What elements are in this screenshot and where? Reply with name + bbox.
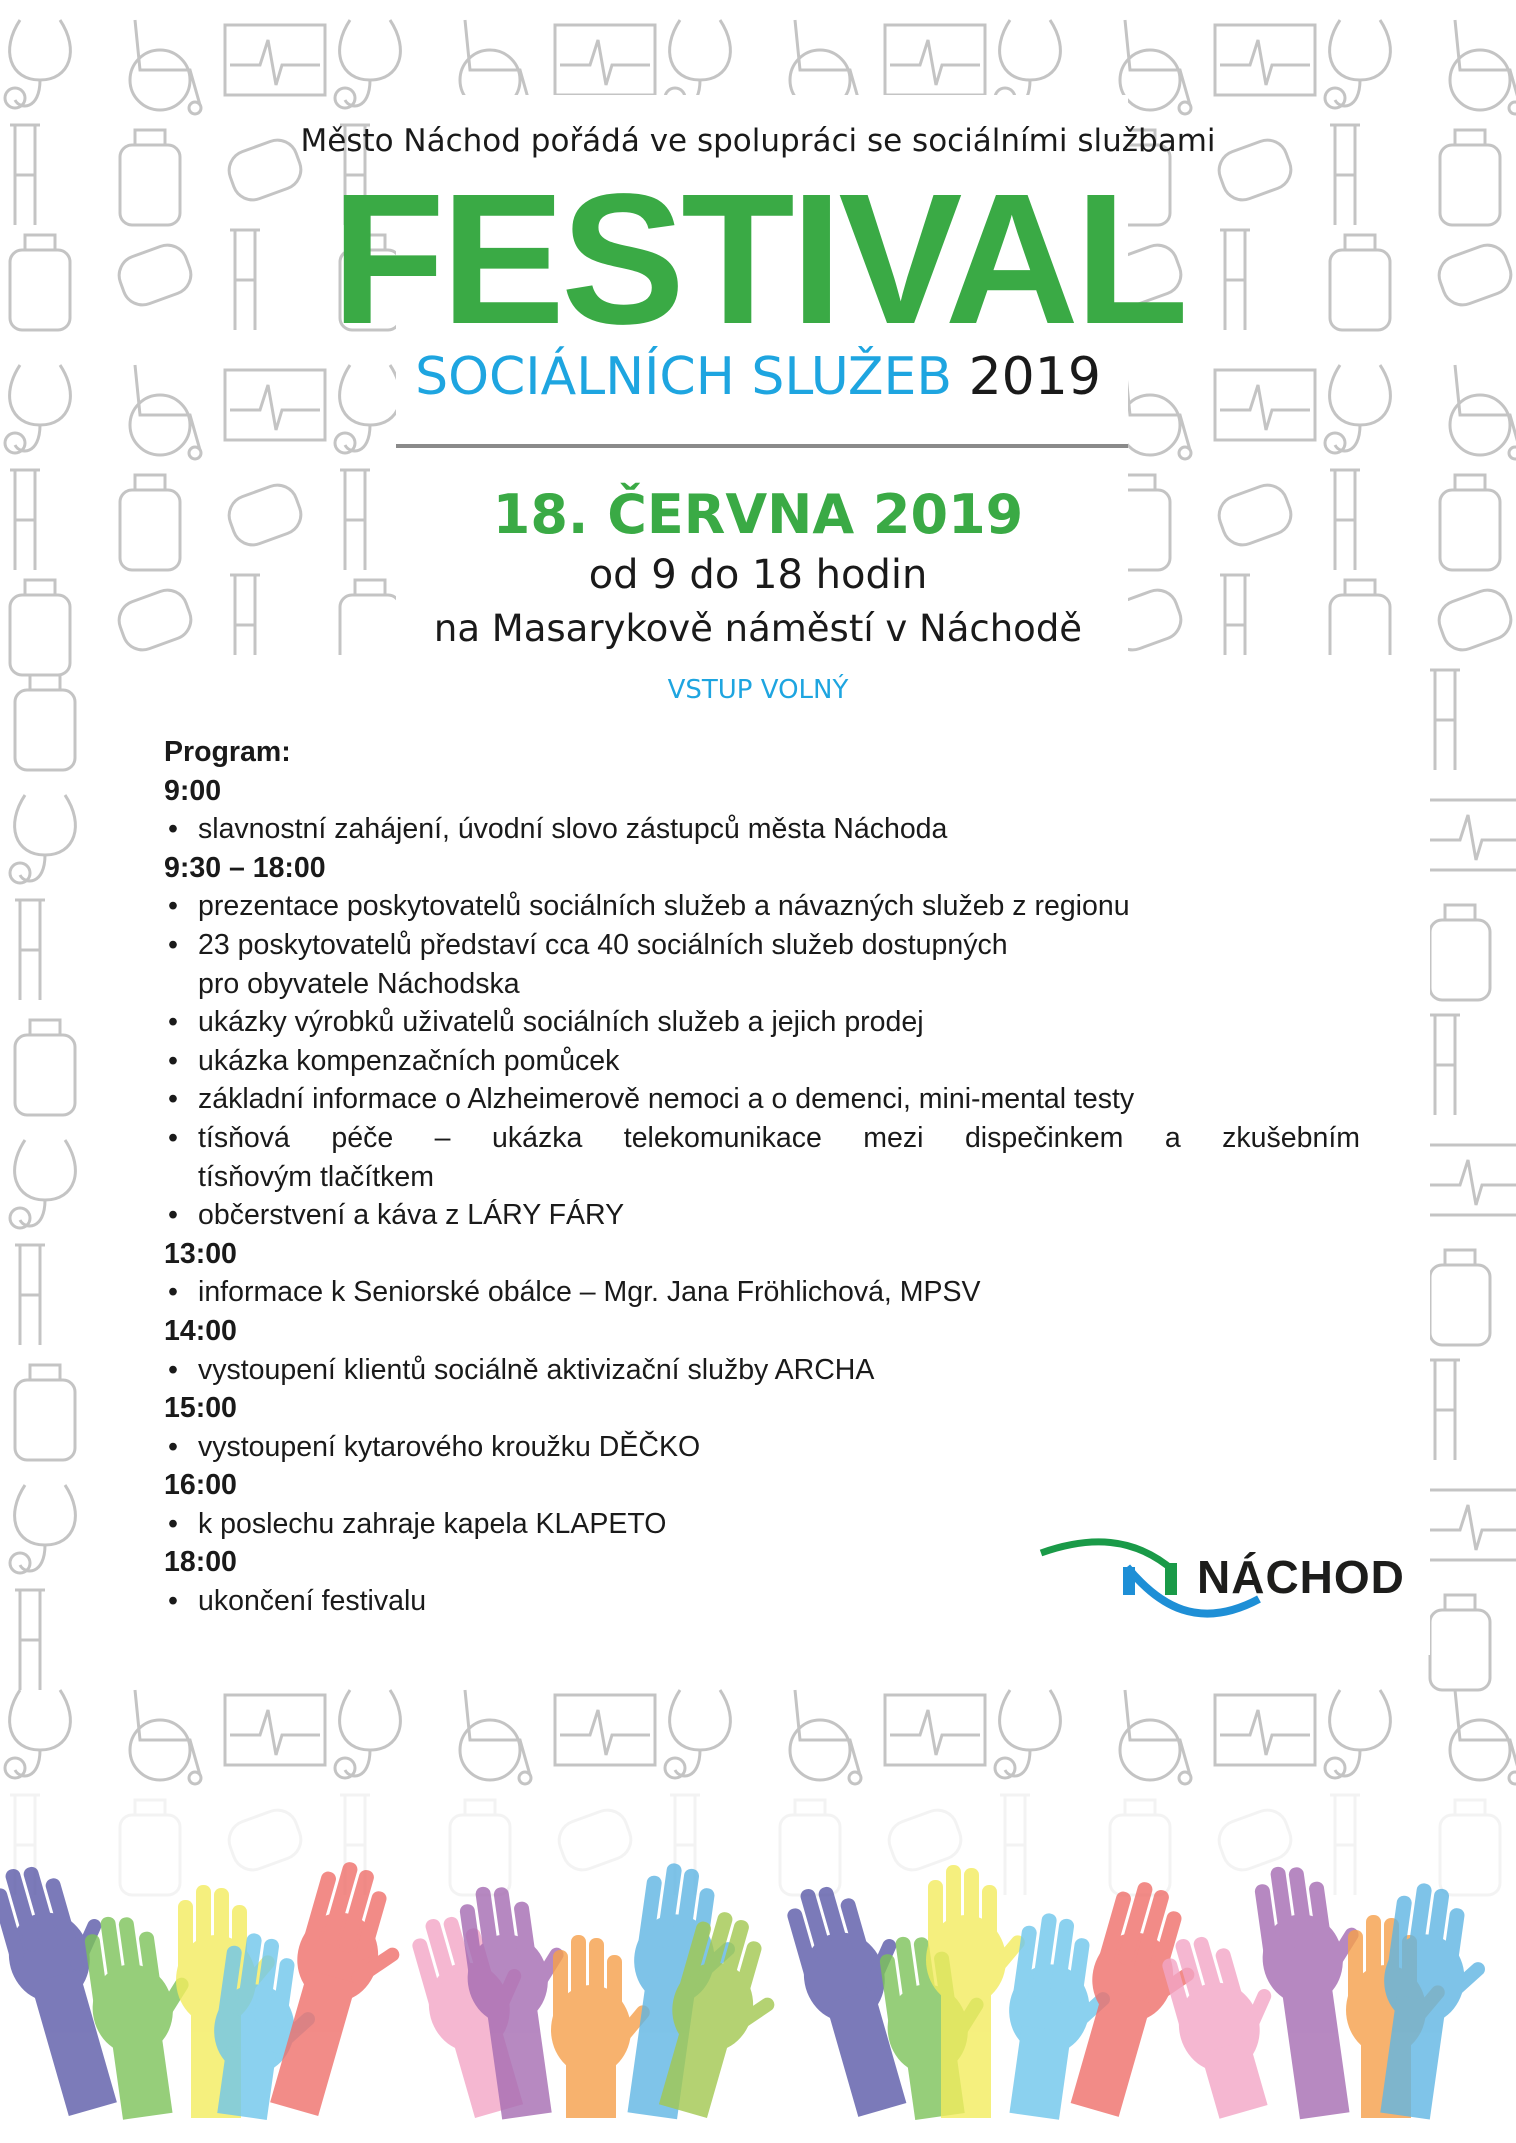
program-item-continuation [164, 1158, 1360, 1197]
colorful-raised-hands-illustration [0, 1860, 1516, 2143]
program-item [164, 1428, 1360, 1467]
program-item-text: ukázky výrobků uživatelů sociálních služeb a jejich prodej [198, 1006, 924, 1039]
program-list [164, 733, 1360, 1621]
stethoscope-icon [335, 1690, 400, 1778]
program-item [164, 810, 1360, 849]
entry-note: VSTUP VOLNÝ [667, 675, 849, 705]
festival-title: FESTIVAL [331, 156, 1185, 363]
bottle-icon [1430, 905, 1490, 1000]
stethoscope-icon [1325, 1690, 1390, 1778]
program-item [164, 1080, 1360, 1119]
stethoscope-icon [10, 1140, 75, 1228]
program-item [164, 1119, 1360, 1158]
divider [396, 444, 1128, 448]
program-item [164, 1196, 1360, 1235]
bullet-icon: • [168, 1006, 178, 1039]
wheelchair-icon [130, 1690, 201, 1784]
intro-text: Město Náchod pořádá ve spolupráci se sociálními službami [300, 123, 1216, 159]
program-item-text: k poslechu zahraje kapela KLAPETO [198, 1507, 667, 1540]
ecg-icon [1215, 1695, 1315, 1765]
bullet-icon: • [168, 813, 178, 846]
program-time: 16:00 [164, 1469, 237, 1502]
raised-hand-icon [926, 1865, 1028, 2118]
program-time: 9:00 [164, 774, 222, 807]
program-item-text: ukázka kompenzačních pomůcek [198, 1044, 620, 1077]
bottle-icon [15, 1365, 75, 1460]
stethoscope-icon [5, 20, 70, 108]
subtitle-year: 2019 [968, 347, 1101, 407]
crutch-icon [15, 1245, 45, 1345]
bullet-icon: • [168, 890, 178, 923]
wheelchair-icon [1450, 1690, 1516, 1784]
stethoscope-icon [995, 1690, 1060, 1778]
wheelchair-icon [460, 1690, 531, 1784]
bullet-icon: • [168, 1507, 178, 1540]
program-item-text: ukončení festivalu [198, 1585, 427, 1618]
program-item-text: 23 poskytovatelů představí cca 40 sociálních služeb dostupných [198, 928, 1008, 961]
event-hours: od 9 do 18 hodin [588, 552, 928, 598]
program-item [164, 1273, 1360, 1312]
program-item-text: informace k Seniorské obálce – Mgr. Jana Fröhlichová, MPSV [198, 1276, 981, 1309]
wheelchair-icon [1120, 20, 1191, 114]
bullet-icon: • [168, 1353, 178, 1386]
program-item [164, 926, 1360, 965]
program-item [164, 887, 1360, 926]
bullet-icon: • [168, 1083, 178, 1116]
program-item-continuation [164, 965, 1360, 1004]
ecg-icon [885, 1695, 985, 1765]
bullet-icon: • [168, 1585, 178, 1618]
program-item-text: základní informace o Alzheimerově nemoci a o demenci, mini-mental testy [198, 1083, 1135, 1116]
program-item [164, 1003, 1360, 1042]
program-item [164, 1042, 1360, 1081]
crutch-icon [15, 900, 45, 1000]
program-item-text: občerstvení a káva z LÁRY FÁRY [198, 1199, 625, 1232]
bullet-icon: • [168, 1199, 178, 1232]
ecg-icon [555, 25, 655, 95]
event-place: na Masarykově náměstí v Náchodě [433, 607, 1083, 650]
festival-subtitle [0, 346, 1516, 408]
nachod-logo [1039, 1531, 1405, 1621]
program-item-text: vystoupení klientů sociálně aktivizační služby ARCHA [198, 1353, 875, 1386]
program-item-text: prezentace poskytovatelů sociálních služeb a návazných služeb z regionu [198, 890, 1130, 923]
program-time: 9:30 – 18:00 [164, 851, 326, 884]
stethoscope-icon [10, 1485, 75, 1573]
ecg-icon [225, 1695, 325, 1765]
program-item-text: tísňová péče – ukázka telekomunikace mezi dispečinkem a zkušebním [198, 1121, 1360, 1154]
program-time: 18:00 [164, 1546, 237, 1579]
bullet-icon: • [168, 1430, 178, 1463]
wheelchair-icon [130, 20, 201, 114]
program-heading: Program: [164, 736, 291, 768]
program-time: 13:00 [164, 1237, 237, 1270]
bottle-icon [1430, 1250, 1490, 1345]
crutch-icon [1430, 1360, 1460, 1460]
ecg-icon [555, 1695, 655, 1765]
program-item-text: slavnostní zahájení, úvodní slovo zástupců města Náchoda [198, 813, 948, 846]
program-time: 15:00 [164, 1392, 237, 1425]
event-date: 18. ČERVNA 2019 [492, 483, 1024, 546]
program-item-text: tísňovým tlačítkem [198, 1160, 434, 1193]
wheelchair-icon [1450, 20, 1516, 114]
stethoscope-icon [1325, 20, 1390, 108]
ecg-icon [1425, 1490, 1516, 1560]
bullet-icon: • [168, 1121, 178, 1154]
program-item [164, 1351, 1360, 1390]
logo-text: NÁCHOD [1197, 1551, 1405, 1603]
stethoscope-icon [665, 1690, 730, 1778]
bullet-icon: • [168, 1276, 178, 1309]
bullet-icon: • [168, 928, 178, 961]
program-item-text: pro obyvatele Náchodska [198, 967, 520, 1000]
ecg-icon [1425, 800, 1516, 870]
stethoscope-icon [5, 1690, 70, 1778]
program-item-text: vystoupení kytarového kroužku DĚČKO [198, 1430, 701, 1463]
ecg-icon [1425, 1145, 1516, 1215]
stethoscope-icon [335, 20, 400, 108]
wheelchair-icon [1120, 1690, 1191, 1784]
crutch-icon [15, 1590, 45, 1690]
program-time: 14:00 [164, 1314, 237, 1347]
ecg-icon [885, 25, 985, 95]
ecg-icon [225, 25, 325, 95]
stethoscope-icon [10, 795, 75, 883]
bullet-icon: • [168, 1044, 178, 1077]
ecg-icon [1215, 25, 1315, 95]
bottle-icon [1430, 1595, 1490, 1690]
crutch-icon [1430, 1015, 1460, 1115]
bottle-icon [15, 1020, 75, 1115]
wheelchair-icon [790, 1690, 861, 1784]
subtitle-services: SOCIÁLNÍCH SLUŽEB [415, 347, 953, 407]
